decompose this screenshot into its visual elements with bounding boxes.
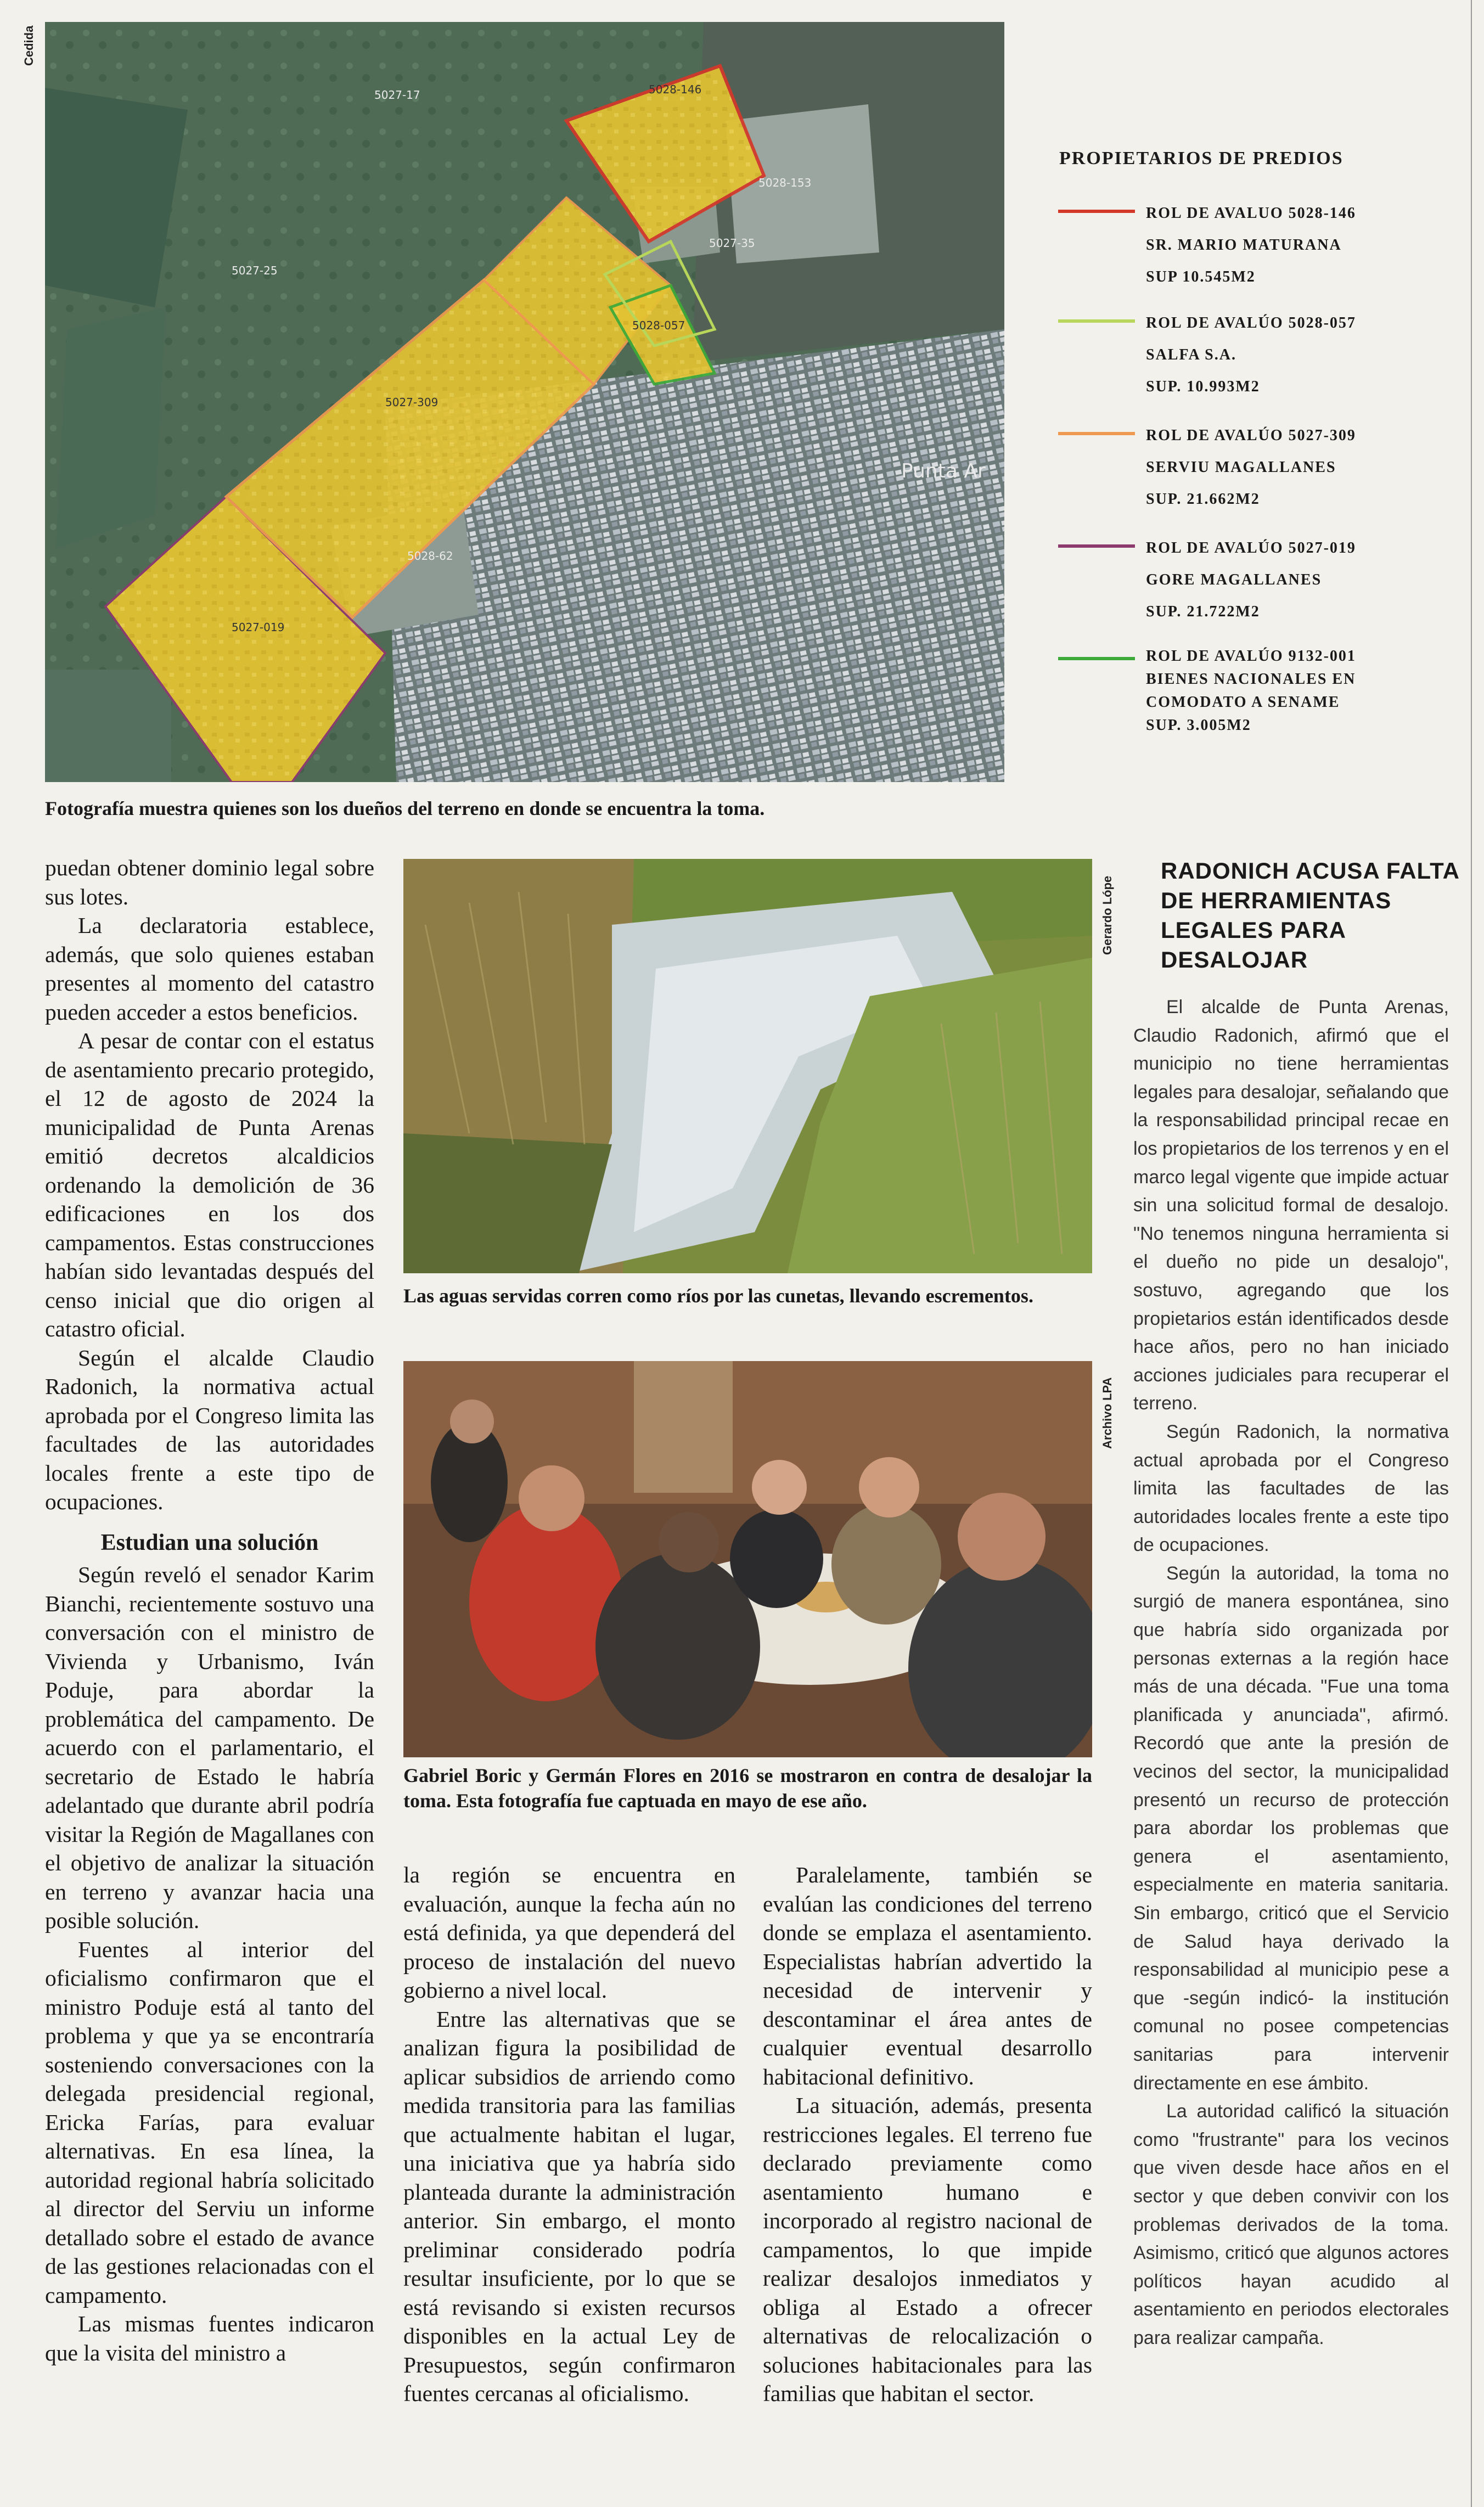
article-column-1 [45, 853, 374, 2367]
paragraph: la región se encuentra en evaluación, aunque la fecha aún no está definida, ya que dependerá del proceso de instalación del nuevo gobierno a nivel local. [403, 1862, 735, 2003]
legend-entry-line: SUP. 21.662M2 [1146, 491, 1260, 508]
paragraph: Según el alcalde Claudio Radonich, la normativa actual aprobada por el Congreso limita las facultades de las autoridades locales frente a este tipo de ocupaciones. [45, 1345, 374, 1514]
parcel-label: 5028-146 [649, 83, 702, 96]
meeting-photo-svg [403, 1361, 1092, 1757]
legend-entry-line: ROL DE AVALÚO 5027-019 [1146, 539, 1356, 557]
legend-entry [1146, 198, 1356, 293]
paragraph: La situación, además, presenta restricciones legales. El terreno fue declarado previamente como asentamiento humano e incorporado al registro nacional de campamentos, lo que impide realizar desalojos inmediatos y obliga al Estado a ofrecer alternativas de relocalización o soluciones habitacionales para las familias que habitan el sector. [763, 2093, 1092, 2406]
legend-entry-line: ROL DE AVALÚO 5027-309 [1146, 427, 1356, 444]
meeting-photo-credit: Archivo LPA [1100, 1377, 1114, 1449]
sidebar-headline: RADONICH ACUSA FALTA DE HERRAMIENTAS LEGALES PARA DESALOJAR [1161, 858, 1459, 973]
legend-entry-line: SUP. 3.005M2 [1146, 717, 1251, 734]
legend-entry [1146, 307, 1356, 403]
legend-entry-line: SR. MARIO MATURANA [1146, 237, 1342, 254]
legend-color-swatch [1058, 544, 1135, 548]
legend-entry-line: BIENES NACIONALES EN [1146, 671, 1356, 688]
legend-color-swatch [1058, 210, 1135, 213]
legend-entry-line: ROL DE AVALUO 5028-146 [1146, 205, 1356, 222]
legend-color-swatch [1058, 657, 1135, 660]
paragraph: Entre las alternativas que se analizan figura la posibilidad de aplicar subsidios de arriendo como medida transitoria para las familias que actualmente habitan el lugar, una iniciativa que ya habría sido planteada durante la administración anterior. Sin embargo, el monto preliminar considerado podría resultar insuficiente, por lo que se está revisando si existen recursos disponibles en la actual Ley de Presupuestos, según confirmaron fuentes cercanas al oficialismo. [403, 2006, 735, 2406]
map-caption: Fotografía muestra quienes son los dueños del terreno en donde se encuentra la toma. [45, 797, 765, 819]
legend-title: PROPIETARIOS DE PREDIOS [1059, 148, 1344, 168]
legend-color-swatch [1058, 319, 1135, 323]
parcel-label: 5028-057 [632, 319, 685, 332]
meeting-photo-caption: Gabriel Boric y Germán Flores en 2016 se mostraron en contra de desalojar la toma. Esta fotografía fue captuada en mayo de ese año. [403, 1764, 1092, 1812]
sidebar-body [1133, 993, 1449, 2353]
aerial-map-svg [45, 22, 1004, 782]
parcel-label: 5028-153 [758, 176, 812, 189]
paragraph: El alcalde de Punta Arenas, Claudio Radonich, afirmó que el municipio no tiene herramientas legales para desalojar, señalando que la responsabilidad principal recae en los propietarios de los terrenos y en el marco legal vigente que impide actuar sin una solicitud formal de desalojo. "No tenemos ninguna herramienta si el dueño no pide un desalojo", sostuvo, agregando que los propietarios están identificados desde hace años, pero no han iniciado acciones judiciales para recuperar el terreno. [1133, 997, 1449, 1414]
legend-entry-line: SUP. 21.722M2 [1146, 603, 1260, 620]
legend-entry-line: SUP 10.545M2 [1146, 268, 1256, 285]
legend-entry [1146, 532, 1356, 628]
paragraph: La declaratoria establece, además, que solo quienes estaban presentes al momento del catastro pueden acceder a estos beneficios. [45, 913, 374, 1025]
legend-entry-line: SUP. 10.993M2 [1146, 378, 1260, 395]
paragraph: puedan obtener dominio legal sobre sus lotes. [45, 855, 374, 909]
legend-entry [1146, 645, 1356, 737]
aerial-map [45, 22, 1004, 782]
parcel-label: 5027-17 [374, 88, 420, 102]
map-credit: Cedida [22, 25, 36, 66]
paragraph: Según Radonich, la normativa actual aprobada por el Congreso limita las facultades de las autoridades locales frente a este tipo de ocupaciones. [1133, 1421, 1449, 1556]
article-column-2 [403, 1860, 735, 2408]
parcel-label: 5027-25 [232, 264, 278, 277]
legend-entry-line: SERVIU MAGALLANES [1146, 459, 1336, 476]
paragraph: Según la autoridad, la toma no surgió de manera espontánea, sino que habría sido organizada por personas externas a la región hace más de una década. "Fue una toma planificada y anunciada", afirmó. Recordó que ante la presión de vecinos del sector, la municipalidad presentó un recurso de protección para abordar los problemas que genera el asentamiento, especialmente en materia sanitaria. Sin embargo, criticó que el Servicio de Salud haya derivado la responsabilidad al municipio pese a que -según indicó- la institución comunal no posee competencias sanitarias para intervenir directamente en ese ámbito. [1133, 1562, 1449, 2094]
parcel-label: 5027-35 [709, 237, 755, 250]
legend-entry [1146, 420, 1356, 515]
article-column-3 [763, 1860, 1092, 2408]
paragraph: Paralelamente, también se evalúan las condiciones del terreno donde se emplaza el asentamiento. Especialistas habrían advertido la necesidad de intervenir y descontaminar el área antes de cualquier eventual desarrollo habitacional definitivo. [763, 1862, 1092, 2089]
sewage-photo-credit: Gerardo Lópe [1100, 875, 1114, 955]
paragraph: Fuentes al interior del oficialismo confirmaron que el ministro Poduje está al tanto del problema y que ya se encontraría sosteniendo conversaciones con la delegada presidencial regional, Ericka Farías, para evaluar alternativas. En esa línea, la autoridad regional habría solicitado al director del Serviu un informe detallado sobre el estado de avance de las gestiones relacionadas con el campamento. [45, 1936, 374, 2308]
page-edge-divider [1471, 0, 1472, 2507]
parcel-label: 5027-019 [232, 621, 285, 634]
parcel-label: Punta Ar [901, 460, 986, 482]
legend-entry-line: ROL DE AVALÚO 5028-057 [1146, 314, 1356, 331]
sewage-photo [403, 859, 1092, 1273]
paragraph: Las mismas fuentes indicaron que la visita del ministro a [45, 2311, 374, 2365]
legend-entry-line: COMODATO A SENAME [1146, 694, 1340, 711]
paragraph: Según reveló el senador Karim Bianchi, recientemente sostuvo una conversación con el ministro de Vivienda y Urbanismo, Iván Poduje, para abordar la problemática del campamento. De acuerdo con el parlamentario, el secretario de Estado le habría adelantado que durante abril podría visitar la Región de Magallanes con el objetivo de analizar la situación en terreno y avanzar hacia una posible solución. [45, 1562, 374, 1933]
parcel-label: 5027-309 [385, 396, 439, 409]
legend-color-swatch [1058, 432, 1135, 435]
legend-entry-line: ROL DE AVALÚO 9132-001 [1146, 648, 1356, 665]
subheading: Estudian una solución [100, 1530, 319, 1555]
legend-entry-line: GORE MAGALLANES [1146, 571, 1322, 588]
legend-entry-line: SALFA S.A. [1146, 346, 1236, 363]
paragraph: La autoridad calificó la situación como "frustrante" para los vecinos que viven desde hace años en el sector y que deben convivir con los problemas derivados de la toma. Asimismo, criticó que algunos actores políticos hayan acudido al asentamiento en periodos electorales para realizar campaña. [1133, 2101, 1449, 2348]
sewage-photo-svg [403, 859, 1092, 1273]
parcel-label: 5028-62 [407, 549, 453, 563]
sewage-photo-caption: Las aguas servidas corren como ríos por las cunetas, llevando escrementos. [403, 1285, 1033, 1307]
paragraph: A pesar de contar con el estatus de asentamiento precario protegido, el 12 de agosto de 2024 la municipalidad de Punta Arenas emitió decretos alcaldicios ordenando la demolición de 36 edificaciones en los dos campamentos. Estas construcciones habían sido levantadas después del censo inicial que dio origen al catastro oficial. [45, 1028, 374, 1341]
meeting-photo [403, 1361, 1092, 1757]
